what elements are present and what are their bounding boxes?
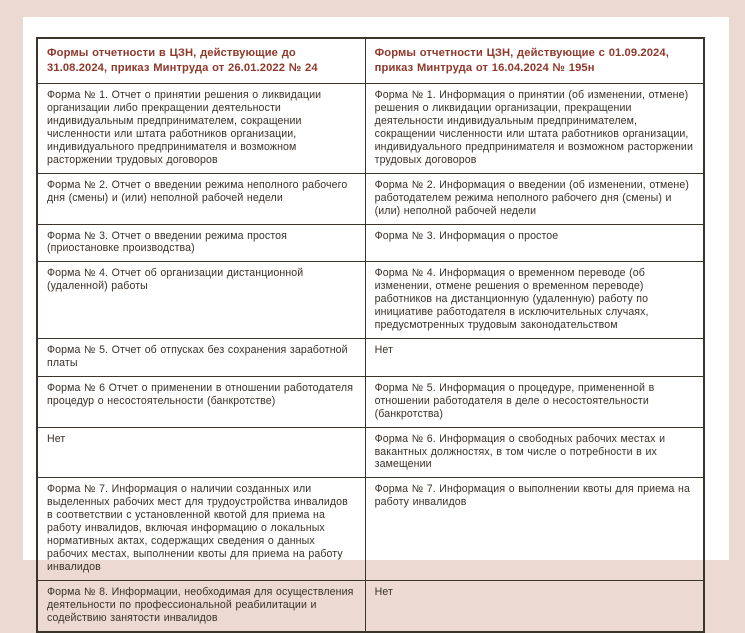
table-header-row: [37, 38, 704, 84]
forms-comparison-table: [36, 37, 705, 633]
cell-old-form-7: Форма № 7. Информация о наличии созданных или выделенных рабочих мест для трудоустройства инвалидов в соответствии с установленной квотой для приема на работу инвалидов, включая информацию о локальных нормативных актах, содержащих сведения о данных рабочих местах, выполнении квоты для приема на работу инвалидов: [37, 478, 365, 580]
column-header-old-forms: Формы отчетности в ЦЗН, действующие до 31.08.2024, приказ Минтруда от 26.01.2022 № 24: [37, 38, 365, 84]
table-row: [37, 173, 704, 224]
table-row: [37, 376, 704, 427]
cell-new-none: Нет: [365, 338, 704, 376]
cell-new-form-4: Форма № 4. Информация о временном переводе (об изменении, отмене решения о временном переводе) работников на дистанционную (удаленную) работу по инициативе работодателя в исключительных случаях, предусмотренных трудовым законодательством: [365, 262, 704, 339]
table-row: [37, 338, 704, 376]
document-sheet: [23, 17, 729, 624]
cell-new-form-5: Форма № 5. Информация о процедуре, примененной в отношении работодателя в деле о несостоятельности (банкротства): [365, 376, 704, 427]
cell-old-form-6: Форма № 6 Отчет о применении в отношении работодателя процедур о несостоятельности (банкротстве): [37, 376, 365, 427]
cell-old-form-3: Форма № 3. Отчет о введении режима простоя (приостановке производства): [37, 224, 365, 262]
cell-old-none: Нет: [37, 427, 365, 478]
cell-old-form-5: Форма № 5. Отчет об отпусках без сохранения заработной платы: [37, 338, 365, 376]
cell-new-form-7: Форма № 7. Информация о выполнении квоты для приема на работу инвалидов: [365, 478, 704, 580]
cell-new-form-2: Форма № 2. Информация о введении (об изменении, отмене) работодателем режима неполного рабочего дня (смены) и (или) неполной рабочей недели: [365, 173, 704, 224]
table-row: [37, 427, 704, 478]
table-row: [37, 478, 704, 580]
cell-new-none-2: Нет: [365, 580, 704, 631]
cell-old-form-1: Форма № 1. Отчет о принятии решения о ликвидации организации либо прекращении деятельности индивидуальным предпринимателем, сокращении численности или штата работников организации, индивидуального предпринимателя и возможном расторжении трудовых договоров: [37, 84, 365, 174]
table-row: [37, 224, 704, 262]
table-row: [37, 262, 704, 339]
cell-old-form-2: Форма № 2. Отчет о введении режима неполного рабочего дня (смены) и (или) неполной рабочей недели: [37, 173, 365, 224]
cell-new-form-6: Форма № 6. Информация о свободных рабочих местах и вакантных должностях, в том числе о потребности в их замещении: [365, 427, 704, 478]
cell-new-form-3: Форма № 3. Информация о простое: [365, 224, 704, 262]
column-header-new-forms: Формы отчетности ЦЗН, действующие с 01.09.2024, приказ Минтруда от 16.04.2024 № 195н: [365, 38, 704, 84]
cell-new-form-1: Форма № 1. Информация о принятии (об изменении, отмене) решения о ликвидации организации, прекращении деятельности индивидуальным предпринимателем, сокращении численности или штата работников организации, индивидуального предпринимателя и возможном расторжении трудовых договоров: [365, 84, 704, 174]
cell-old-form-8: Форма № 8. Информации, необходимая для осуществления деятельности по профессиональной реабилитации и содействию занятости инвалидов: [37, 580, 365, 631]
table-row: [37, 84, 704, 174]
cell-old-form-4: Форма № 4. Отчет об организации дистанционной (удаленной) работы: [37, 262, 365, 339]
